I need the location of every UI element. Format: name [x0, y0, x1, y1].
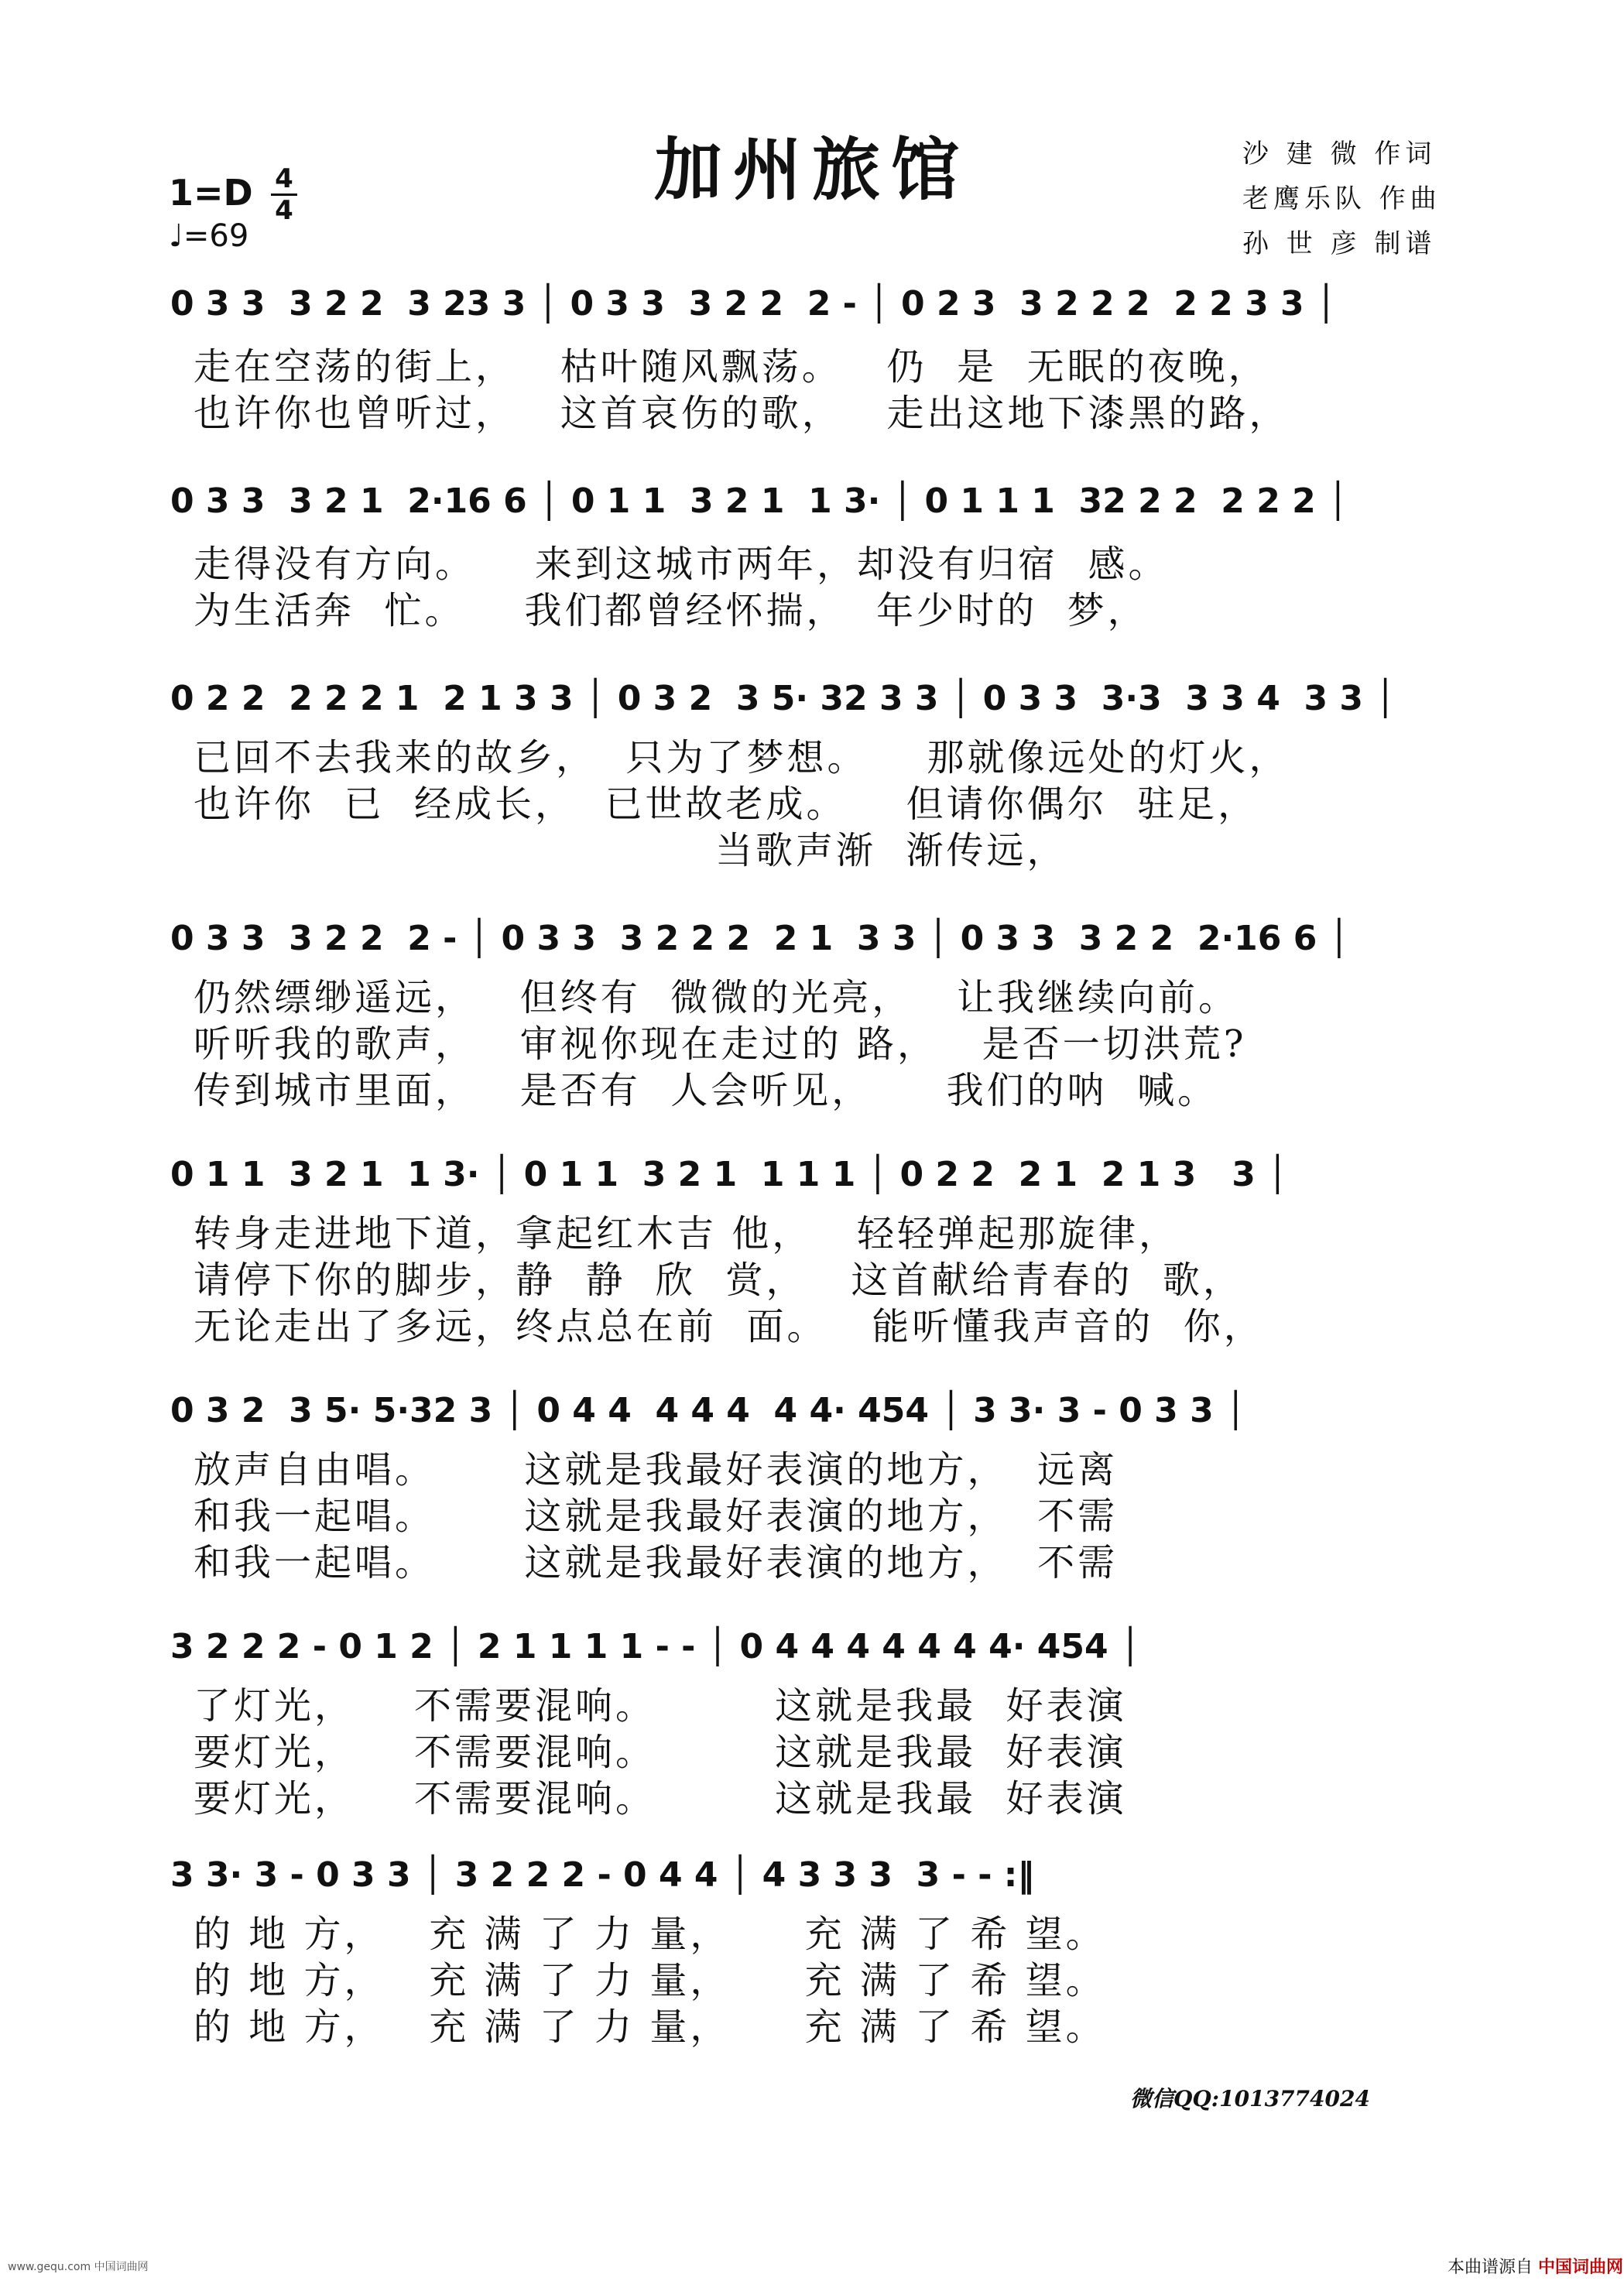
score-row-8 — [170, 1838, 1471, 2063]
notes-text: 0 2 2 2 2 2 1 2 1 3 3 │ 0 3 2 3 5· 32 3 3 │ 0 3 3 3·3 3 3 4 3 3 │ — [170, 679, 1396, 718]
notes-line — [170, 662, 1471, 731]
notes-text: 0 3 3 3 2 1 2·16 6 │ 0 1 1 3 2 1 1 3· │ 0 1 1 1 32 2 2 2 2 2 │ — [170, 481, 1348, 521]
notes-line — [170, 267, 1471, 337]
credit-transcriber: 孙 世 彦 制谱 — [1242, 228, 1437, 259]
score-row-5 — [170, 1138, 1471, 1362]
lyric-line: 已回不去我来的故乡， 只为了梦想。 那就像远处的灯火， — [194, 736, 1290, 779]
score-row-7 — [170, 1610, 1471, 1834]
lyric-line: 听听我的歌声， 审视你现在走过的 路， 是否一切洪荒? — [194, 1022, 1247, 1066]
notes-line — [170, 464, 1471, 534]
lyric-line: 走在空荡的街上， 枯叶随风飘荡。 仍 是 无眠的夜晚， — [194, 345, 1269, 389]
notes-text: 0 1 1 3 2 1 1 3· │ 0 1 1 3 2 1 1 1 1 │ 0 2 2 2 1 2 1 3 3 │ — [170, 1155, 1288, 1194]
song-title: 加州旅馆 — [653, 129, 970, 210]
tempo-marking: ♩=69 — [169, 218, 249, 254]
lyric-line: 要灯光， 不需要混响。 这就是我最 好表演 — [194, 1731, 1127, 1774]
footer-brand: 中国词曲网 — [1538, 2258, 1624, 2277]
notes-text: 0 3 2 3 5· 5·32 3 │ 0 4 4 4 4 4 4 4· 454 │ 3 3· 3 - 0 3 3 │ — [170, 1391, 1246, 1430]
time-signature — [271, 163, 297, 226]
notes-line — [170, 1610, 1471, 1680]
notes-line — [170, 902, 1471, 971]
lyric-line: 当歌声渐 渐传远， — [194, 829, 1067, 872]
score-row-6 — [170, 1374, 1471, 1598]
wechat-contact: 微信QQ:1013774024 — [1130, 2086, 1370, 2111]
lyric-line: 放声自由唱。 这就是我最好表演的地方， 远离 — [194, 1448, 1119, 1492]
credit-lyricist: 沙 建 微 作词 — [1242, 139, 1437, 170]
lyric-line: 请停下你的脚步，静 静 欣 赏， 这首献给青春的 歌， — [194, 1259, 1243, 1302]
notes-text: 3 3· 3 - 0 3 3 │ 3 2 2 2 - 0 4 4 │ 4 3 3 3 3 - - :‖ — [170, 1855, 1035, 1895]
notes-text: 0 3 3 3 2 2 2 - │ 0 3 3 3 2 2 2 2 1 3 3 │ 0 3 3 3 2 2 2·16 6 │ — [170, 919, 1350, 958]
footer-source-prefix: 本曲谱源自 — [1448, 2258, 1533, 2277]
notes-line — [170, 1138, 1471, 1207]
lyric-line: 和我一起唱。 这就是我最好表演的地方， 不需 — [194, 1495, 1119, 1538]
credit-composer: 老鹰乐队 作曲 — [1242, 183, 1441, 214]
notes-line — [170, 1838, 1471, 1908]
key-signature: 1=D — [169, 172, 253, 214]
lyric-line: 要灯光， 不需要混响。 这就是我最 好表演 — [194, 1777, 1127, 1820]
lyric-line: 了灯光， 不需要混响。 这就是我最 好表演 — [194, 1684, 1127, 1728]
time-top: 4 — [275, 163, 293, 194]
lyric-line: 为生活奔 忙。 我们都曾经怀揣， 年少时的 梦， — [194, 589, 1148, 632]
lyric-line: 传到城市里面， 是否有 人会听见， 我们的呐 喊。 — [194, 1069, 1218, 1112]
score-row-3 — [170, 662, 1471, 886]
time-bottom: 4 — [275, 195, 293, 226]
lyric-line: 也许你也曾听过， 这首哀伤的歌， 走出这地下漆黑的路， — [194, 392, 1290, 435]
notes-line — [170, 1374, 1471, 1444]
score-row-2 — [170, 464, 1471, 642]
notes-text: 3 2 2 2 - 0 1 2 │ 2 1 1 1 1 - - │ 0 4 4 4 4 4 4 4· 454 │ — [170, 1627, 1141, 1666]
lyric-line: 仍然缥缈遥远， 但终有 微微的光亮， 让我继续向前。 — [194, 976, 1239, 1019]
lyric-line: 也许你 已 经成长， 已世故老成。 但请你偶尔 驻足， — [194, 783, 1259, 826]
lyric-line: 的 地 方， 充 满 了 力 量， 充 满 了 希 望。 — [194, 1959, 1106, 2002]
score-row-4 — [170, 902, 1471, 1126]
lyric-line: 的 地 方， 充 满 了 力 量， 充 满 了 希 望。 — [194, 1913, 1106, 1956]
lyric-line: 转身走进地下道，拿起红木吉 他， 轻轻弹起那旋律， — [194, 1212, 1180, 1255]
lyric-line: 和我一起唱。 这就是我最好表演的地方， 不需 — [194, 1541, 1119, 1584]
score-row-1 — [170, 267, 1471, 445]
footer-site: www.gequ.com 中国词曲网 — [8, 2261, 149, 2273]
notes-text: 0 3 3 3 2 2 3 23 3 │ 0 3 3 3 2 2 2 - │ 0 2 3 3 2 2 2 2 2 3 3 │ — [170, 284, 1337, 324]
lyric-line: 走得没有方向。 来到这城市两年，却没有归宿 感。 — [194, 543, 1169, 586]
credits — [1242, 132, 1441, 266]
lyric-line: 无论走出了多远，终点总在前 面。 能听懂我声音的 你， — [194, 1305, 1264, 1348]
lyric-line: 的 地 方， 充 满 了 力 量， 充 满 了 希 望。 — [194, 2005, 1106, 2049]
footer-source — [1448, 2254, 1623, 2278]
